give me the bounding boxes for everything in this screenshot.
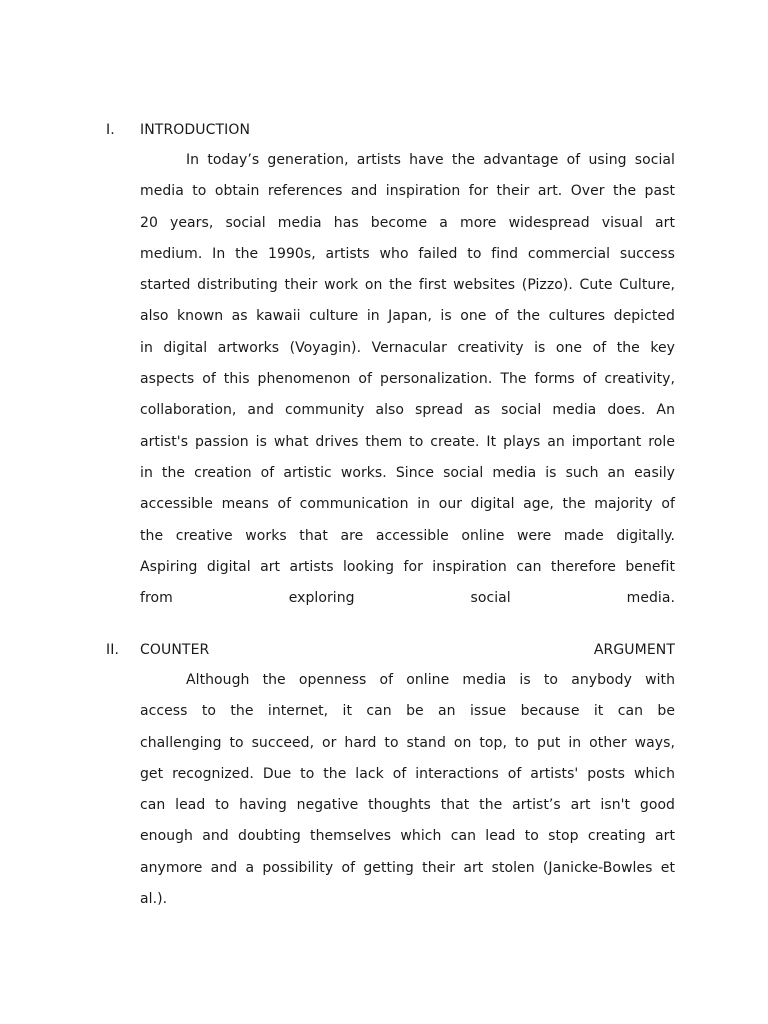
section-heading: INTRODUCTION (140, 122, 251, 138)
paragraph-line: Although the openness of online media is to anybody with (186, 672, 675, 688)
paragraph-line: in the creation of artistic works. Since social media is such an easily (140, 464, 675, 481)
heading-left: COUNTER (140, 642, 210, 658)
paragraph-line: aspects of this phenomenon of personalization. The forms of creativity, (140, 371, 675, 388)
paragraph-line: get recognized. Due to the lack of interactions of artists' posts which (140, 765, 675, 782)
paragraph-line: medium. In the 1990s, artists who failed to find commercial success (140, 245, 675, 262)
paragraph-line: challenging to succeed, or hard to stand on top, to put in other ways, (140, 734, 675, 751)
paragraph-line: the creative works that are accessible online were made digitally. (140, 527, 675, 544)
section-body (140, 145, 675, 614)
paragraph-line: enough and doubting themselves which can lead to stop creating art (140, 828, 675, 845)
paragraph-line: media to obtain references and inspiration for their art. Over the past (140, 183, 675, 200)
heading-right: ARGUMENT (593, 642, 675, 658)
paragraph-line: Aspiring digital art artists looking for inspiration can therefore benefit (140, 558, 675, 575)
paragraph-line: In today’s generation, artists have the advantage of using social (186, 152, 675, 168)
section-heading (140, 640, 675, 660)
paragraph-line: anymore and a possibility of getting their art stolen (Janicke-Bowles et (140, 859, 675, 876)
paragraph-line: can lead to having negative thoughts that the artist’s art isn't good (140, 797, 675, 814)
section-numeral: I. (106, 122, 115, 138)
paragraph-line: in digital artworks (Voyagin). Vernacular creativity is one of the key (140, 339, 675, 356)
paragraph-line: 20 years, social media has become a more widespread visual art (140, 214, 675, 231)
paragraph-line: accessible means of communication in our digital age, the majority of (140, 496, 675, 513)
paragraph-line: from exploring social media. (140, 590, 675, 607)
paragraph-line: artist's passion is what drives them to create. It plays an important role (140, 433, 675, 450)
section-body (140, 665, 675, 915)
paragraph-line: access to the internet, it can be an issue because it can be (140, 703, 675, 720)
paragraph-line: al.). (140, 891, 168, 908)
section-numeral: II. (106, 642, 120, 658)
paragraph-line: also known as kawaii culture in Japan, is one of the cultures depicted (140, 308, 675, 325)
paragraph-line: started distributing their work on the first websites (Pizzo). Cute Culture, (140, 277, 675, 294)
paragraph-line: collaboration, and community also spread as social media does. An (140, 402, 675, 419)
